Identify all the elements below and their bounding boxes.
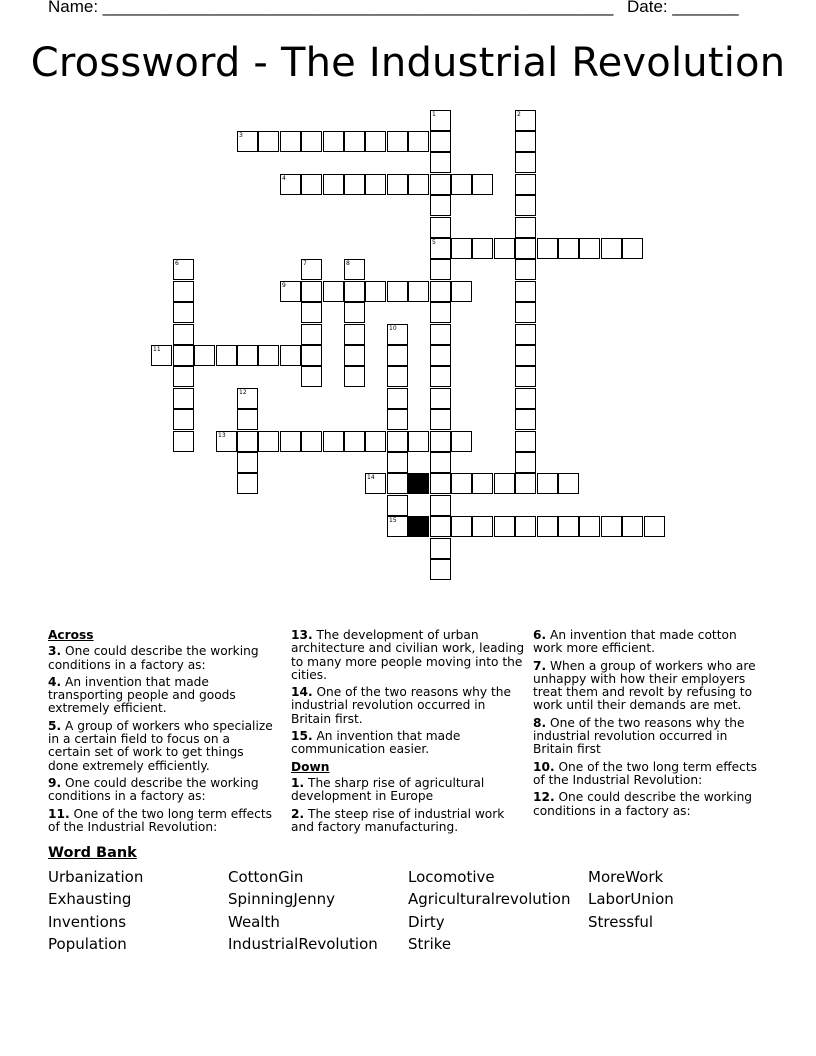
grid-cell[interactable] [430,195,451,216]
clues-column-2 [291,629,527,838]
grid-cell[interactable] [515,217,536,238]
grid-cell[interactable] [515,195,536,216]
grid-cell[interactable] [387,431,408,452]
grid-cell[interactable] [515,366,536,387]
grid-cell[interactable] [515,452,536,473]
grid-cell[interactable] [408,281,429,302]
grid-cell[interactable] [644,516,665,537]
grid-cell[interactable] [280,431,301,452]
grid-cell[interactable] [515,345,536,366]
grid-cell[interactable] [344,302,365,323]
clues-column-3 [533,629,761,822]
clue-across-13: 13. The development of urban architecture and civilian work, leading to many more people moving into the cities. [291,628,525,682]
grid-cell[interactable] [173,409,194,430]
grid-cell[interactable] [622,238,643,259]
grid-cell[interactable] [301,302,322,323]
clues-column-1 [48,629,274,838]
clue-across-3: 3. One could describe the working conditions in a factory as: [48,644,259,672]
grid-cell[interactable] [408,431,429,452]
clue-number-label: 1 [432,111,436,118]
grid-cell[interactable] [344,281,365,302]
grid-cell[interactable] [365,131,386,152]
grid-cell[interactable] [472,174,493,195]
grid-cell[interactable] [301,431,322,452]
grid-cell[interactable] [216,345,237,366]
clue-across-4: 4. An invention that made transporting people and goods extremely efficient. [48,674,236,716]
grid-cell[interactable] [494,238,515,259]
word-bank-item: Exhausting [48,890,132,908]
grid-cell[interactable] [173,431,194,452]
grid-cell[interactable] [451,238,472,259]
clue-number-label: 14 [367,474,375,481]
grid-cell[interactable] [344,366,365,387]
word-bank-item: Strike [408,935,452,953]
grid-cell[interactable] [387,366,408,387]
grid-cell[interactable] [515,324,536,345]
grid-cell[interactable] [451,431,472,452]
grid-cell[interactable] [173,281,194,302]
grid-cell[interactable] [537,473,558,494]
grid-cell[interactable] [301,131,322,152]
grid-cell[interactable] [515,152,536,173]
word-bank-item: MoreWork [588,868,664,886]
word-bank-item: Wealth [228,913,280,931]
clue-across-9: 9. One could describe the working conditions in a factory as: [48,775,259,804]
down-heading: Down [291,759,330,774]
name-field-label: Name: ______________________________________________________ [48,0,614,16]
grid-cell[interactable] [344,345,365,366]
grid-cell[interactable] [301,174,322,195]
word-bank-item: Population [48,935,127,953]
grid-cell[interactable] [173,388,194,409]
grid-cell[interactable] [430,495,451,516]
grid-cell[interactable] [430,324,451,345]
grid-cell[interactable] [515,473,536,494]
grid-cell[interactable] [601,238,622,259]
grid-cell[interactable] [280,345,301,366]
grid-cell[interactable] [237,473,258,494]
clue-down-7: 7. When a group of workers who are unhappy with how their employers treat them and revolt by refusing to work until their demands are met. [533,658,756,713]
clue-down-6: 6. An invention that made cotton work more efficient. [533,628,737,656]
grid-cell[interactable] [472,473,493,494]
clue-number-label: 6 [175,260,179,267]
grid-cell[interactable] [430,388,451,409]
word-bank-item: Inventions [48,913,127,931]
grid-cell[interactable] [494,473,515,494]
grid-cell[interactable] [430,131,451,152]
clue-across-15: 15. An invention that made communication easier. [291,729,461,757]
grid-cell[interactable] [344,324,365,345]
grid-cell[interactable] [515,409,536,430]
grid-cell[interactable] [387,388,408,409]
grid-cell[interactable] [237,409,258,430]
grid-cell[interactable] [430,174,451,195]
grid-cell[interactable] [558,473,579,494]
grid-cell[interactable] [258,431,279,452]
grid-cell[interactable] [258,345,279,366]
grid-cell[interactable] [387,131,408,152]
grid-cell[interactable] [387,345,408,366]
word-bank-item: SpinningJenny [228,890,335,908]
grid-cell[interactable] [601,516,622,537]
grid-cell[interactable] [387,409,408,430]
grid-cell[interactable] [515,259,536,280]
word-bank-item: Agriculturalrevolution [408,890,571,908]
clue-number-label: 13 [218,432,226,439]
grid-cell[interactable] [194,345,215,366]
grid-cell[interactable] [387,473,408,494]
clue-number-label: 5 [432,239,436,246]
clue-down-12: 12. One could describe the working conditions in a factory as: [533,790,753,818]
grid-cell[interactable] [408,131,429,152]
grid-cell[interactable] [430,345,451,366]
word-bank-heading: Word Bank [48,845,137,861]
grid-cell[interactable] [365,281,386,302]
grid-cell[interactable] [430,452,451,473]
grid-cell[interactable] [408,174,429,195]
word-bank-item: CottonGin [228,868,304,886]
grid-cell[interactable] [301,281,322,302]
grid-cell[interactable] [558,516,579,537]
clue-down-10: 10. One of the two long term effects of the Industrial Revolution: [533,759,757,787]
clue-across-14: 14. One of the two reasons why the industrial revolution occurred in Britain first. [291,685,511,726]
clue-down-8: 8. One of the two reasons why the industrial revolution occurred in Britain first [533,715,745,757]
clue-down-2: 2. The steep rise of industrial work and factory manufacturing. [291,806,505,834]
grid-cell[interactable] [301,366,322,387]
grid-cell[interactable] [451,174,472,195]
grid-cell[interactable] [451,281,472,302]
grid-cell[interactable] [323,431,344,452]
grid-cell[interactable] [430,516,451,537]
grid-cell[interactable] [472,516,493,537]
grid-cell[interactable] [515,388,536,409]
clue-number-label: 12 [239,389,247,396]
grid-cell[interactable] [173,345,194,366]
page-title: Crossword - The Industrial Revolution [30,40,786,86]
grid-cell[interactable] [472,238,493,259]
grid-cell[interactable] [344,174,365,195]
date-field-label: Date: _______ [627,0,739,16]
grid-cell[interactable] [387,452,408,473]
grid-cell[interactable] [430,366,451,387]
grid-cell[interactable] [515,174,536,195]
clue-number-label: 11 [153,346,161,353]
grid-cell[interactable] [494,516,515,537]
grid-cell[interactable] [451,516,472,537]
grid-cell[interactable] [237,431,258,452]
grid-cell[interactable] [579,516,600,537]
grid-cell[interactable] [430,281,451,302]
word-bank-item: IndustrialRevolution [228,935,378,953]
clue-number-label: 3 [239,132,243,139]
grid-cell[interactable] [430,538,451,559]
grid-cell[interactable] [344,431,365,452]
grid-cell[interactable] [173,302,194,323]
clue-number-label: 8 [346,260,350,267]
grid-cell[interactable] [515,431,536,452]
grid-cell[interactable] [558,238,579,259]
grid-cell[interactable] [515,238,536,259]
grid-cell[interactable] [430,152,451,173]
word-bank-item: LaborUnion [588,890,674,908]
clue-number-label: 2 [517,111,521,118]
grid-cell[interactable] [344,131,365,152]
grid-cell[interactable] [301,345,322,366]
grid-cell[interactable] [579,238,600,259]
word-bank-item: Urbanization [48,868,144,886]
grid-cell[interactable] [430,431,451,452]
grid-cell[interactable] [387,495,408,516]
grid-cell[interactable] [323,174,344,195]
across-heading: Across [48,628,94,642]
grid-cell[interactable] [430,259,451,280]
grid-cell[interactable] [173,366,194,387]
clue-number-label: 4 [282,175,286,182]
clue-down-1: 1. The sharp rise of agricultural development in Europe [291,775,485,804]
grid-cell[interactable] [515,281,536,302]
grid-cell[interactable] [430,409,451,430]
grid-cell[interactable] [430,302,451,323]
grid-block-cell [408,516,429,537]
grid-cell[interactable] [451,473,472,494]
clue-number-label: 9 [282,282,286,289]
grid-cell[interactable] [387,174,408,195]
grid-cell[interactable] [515,516,536,537]
grid-cell[interactable] [387,281,408,302]
clue-number-label: 7 [303,260,307,267]
word-bank-item: Dirty [408,913,445,931]
grid-cell[interactable] [323,281,344,302]
clue-across-5: 5. A group of workers who specialize in a certain field to focus on a certain set of work to get things done extremely efficiently. [48,718,273,773]
grid-cell[interactable] [430,473,451,494]
grid-cell[interactable] [237,452,258,473]
grid-cell[interactable] [323,131,344,152]
grid-cell[interactable] [301,324,322,345]
grid-cell[interactable] [237,345,258,366]
grid-cell[interactable] [515,302,536,323]
grid-cell[interactable] [430,217,451,238]
grid-block-cell [408,473,429,494]
clue-across-11: 11. One of the two long term effects of the Industrial Revolution: [48,806,272,834]
grid-cell[interactable] [173,324,194,345]
word-bank-item: Stressful [588,913,654,931]
grid-cell[interactable] [258,131,279,152]
grid-cell[interactable] [280,131,301,152]
clue-number-label: 10 [389,325,397,332]
grid-cell[interactable] [622,516,643,537]
word-bank-item: Locomotive [408,868,495,886]
grid-cell[interactable] [365,174,386,195]
clue-number-label: 15 [389,517,397,524]
grid-cell[interactable] [537,238,558,259]
grid-cell[interactable] [515,131,536,152]
grid-cell[interactable] [537,516,558,537]
grid-cell[interactable] [365,431,386,452]
grid-cell[interactable] [430,559,451,580]
